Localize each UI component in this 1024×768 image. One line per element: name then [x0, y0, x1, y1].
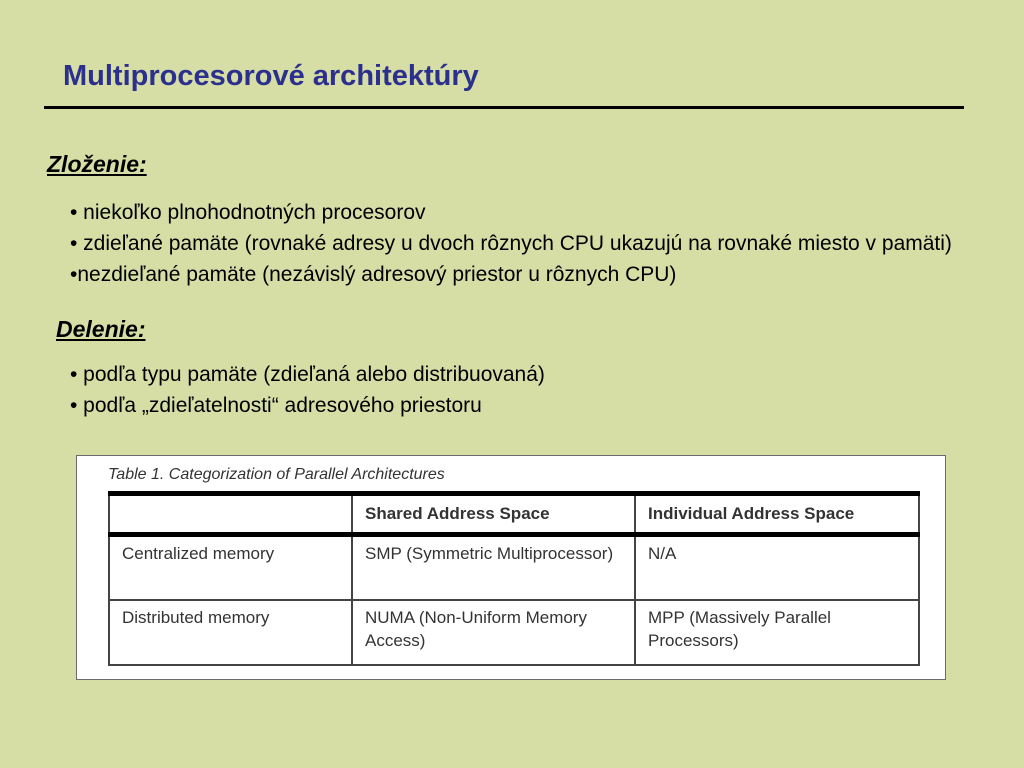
list-item: •nezdieľané pamäte (nezávislý adresový priestor u rôznych CPU) [70, 263, 677, 286]
table-header-cell [109, 494, 352, 535]
list-item: • niekoľko plnohodnotných procesorov [70, 201, 426, 224]
composition-heading: Zloženie: [47, 151, 147, 177]
table-cell: Centralized memory [109, 535, 352, 600]
division-heading: Delenie: [56, 316, 146, 342]
table-caption: Table 1. Categorization of Parallel Architectures [108, 466, 445, 483]
table-header-cell: Individual Address Space [635, 494, 919, 535]
table-header-row [109, 494, 919, 535]
table-cell: Distributed memory [109, 600, 352, 665]
table-cell: SMP (Symmetric Multiprocessor) [352, 535, 635, 600]
list-item: • zdieľané pamäte (rovnaké adresy u dvoch rôznych CPU ukazujú na rovnaké miesto v pamäti) [70, 232, 952, 255]
table-cell: N/A [635, 535, 919, 600]
table-cell: NUMA (Non-Uniform Memory Access) [352, 600, 635, 665]
list-item: • podľa typu pamäte (zdieľaná alebo distribuovaná) [70, 363, 545, 386]
slide-title: Multiprocesorové architektúry [63, 60, 479, 92]
architecture-table [108, 491, 920, 666]
division-list [70, 359, 970, 421]
title-divider [44, 106, 964, 109]
table-header-cell: Shared Address Space [352, 494, 635, 535]
list-item: • podľa „zdieľatelnosti“ adresového priestoru [70, 394, 482, 417]
table-row [109, 535, 919, 600]
table-row [109, 600, 919, 665]
composition-list [70, 197, 970, 290]
table-figure [76, 455, 946, 680]
table-cell: MPP (Massively Parallel Processors) [635, 600, 919, 665]
